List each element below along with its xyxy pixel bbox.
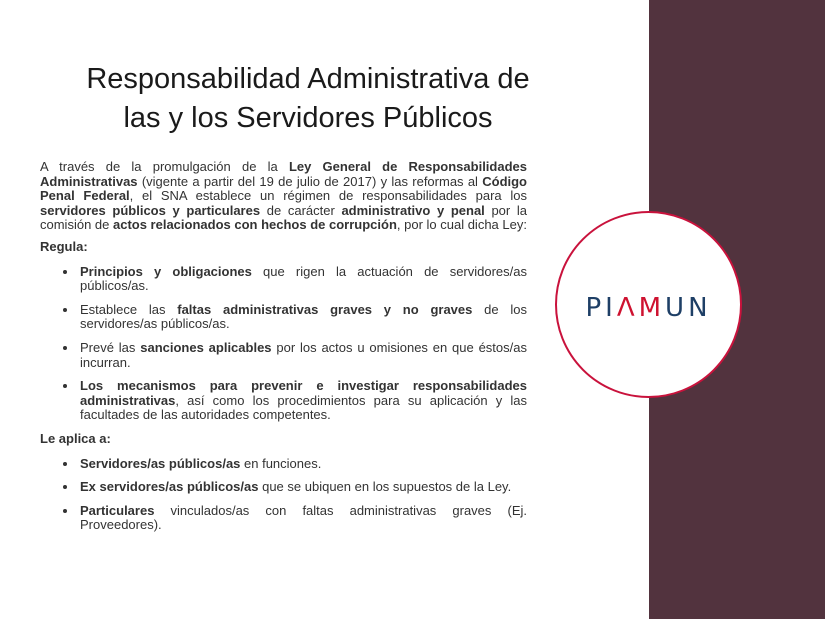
list-item-text: Principios y obligaciones que rigen la actuación de servidores/as públicos/as.	[80, 263, 527, 294]
list-item	[40, 265, 527, 294]
bullet-icon	[63, 270, 67, 274]
slide-body	[40, 160, 527, 542]
list-item	[40, 457, 527, 472]
section-heading-regula: Regula:	[40, 238, 88, 254]
bullet-icon	[63, 308, 67, 312]
list-item	[40, 303, 527, 332]
slide-title	[0, 60, 616, 138]
logo-letters-am: ΛM	[616, 292, 666, 323]
piamun-logo-text	[585, 287, 711, 323]
bullet-icon	[63, 485, 67, 489]
list-item	[40, 480, 527, 495]
list-item-text: Establece las faltas administrativas graves y no graves de los servidores/as públicos/as.	[80, 301, 527, 332]
slide-title-line-1: Responsabilidad Administrativa de	[86, 63, 530, 95]
bullet-icon	[63, 462, 67, 466]
list-item-text: Los mecanismos para prevenir e investigar responsabilidades administrativas, así como los procedimientos para su aplicación y las facultades de las autoridades competentes.	[80, 378, 527, 423]
list-item	[40, 341, 527, 370]
le-aplica-list	[40, 457, 527, 533]
list-item-text: Prevé las sanciones aplicables por los actos u omisiones en que éstos/as incurran.	[80, 339, 527, 370]
piamun-logo	[555, 211, 742, 398]
logo-letters-pi: PI	[585, 292, 617, 323]
bullet-icon	[63, 509, 67, 513]
list-item-text: Servidores/as públicos/as en funciones.	[80, 455, 322, 471]
bullet-icon	[63, 384, 67, 388]
intro-paragraph: A través de la promulgación de la Ley General de Responsabilidades Administrativas (vigente a partir del 19 de julio de 2017) y las reformas al Código Penal Federal, el SNA establece un régimen de responsabilidades para los servidores públicos y particulares de carácter administrativo y penal por la comisión de actos relacionados con hechos de corrupción, por lo cual dicha Ley:	[40, 159, 527, 233]
regula-list	[40, 265, 527, 423]
bullet-icon	[63, 346, 67, 350]
list-item	[40, 379, 527, 423]
list-item-text: Ex servidores/as públicos/as que se ubiquen en los supuestos de la Ley.	[80, 479, 512, 495]
section-heading-le-aplica: Le aplica a:	[40, 430, 111, 446]
slide-title-line-2: las y los Servidores Públicos	[123, 102, 493, 134]
list-item	[40, 504, 527, 533]
list-item-text: Particulares vinculados/as con faltas administrativas graves (Ej. Proveedores).	[80, 502, 527, 533]
logo-letters-un: UN	[665, 292, 712, 323]
